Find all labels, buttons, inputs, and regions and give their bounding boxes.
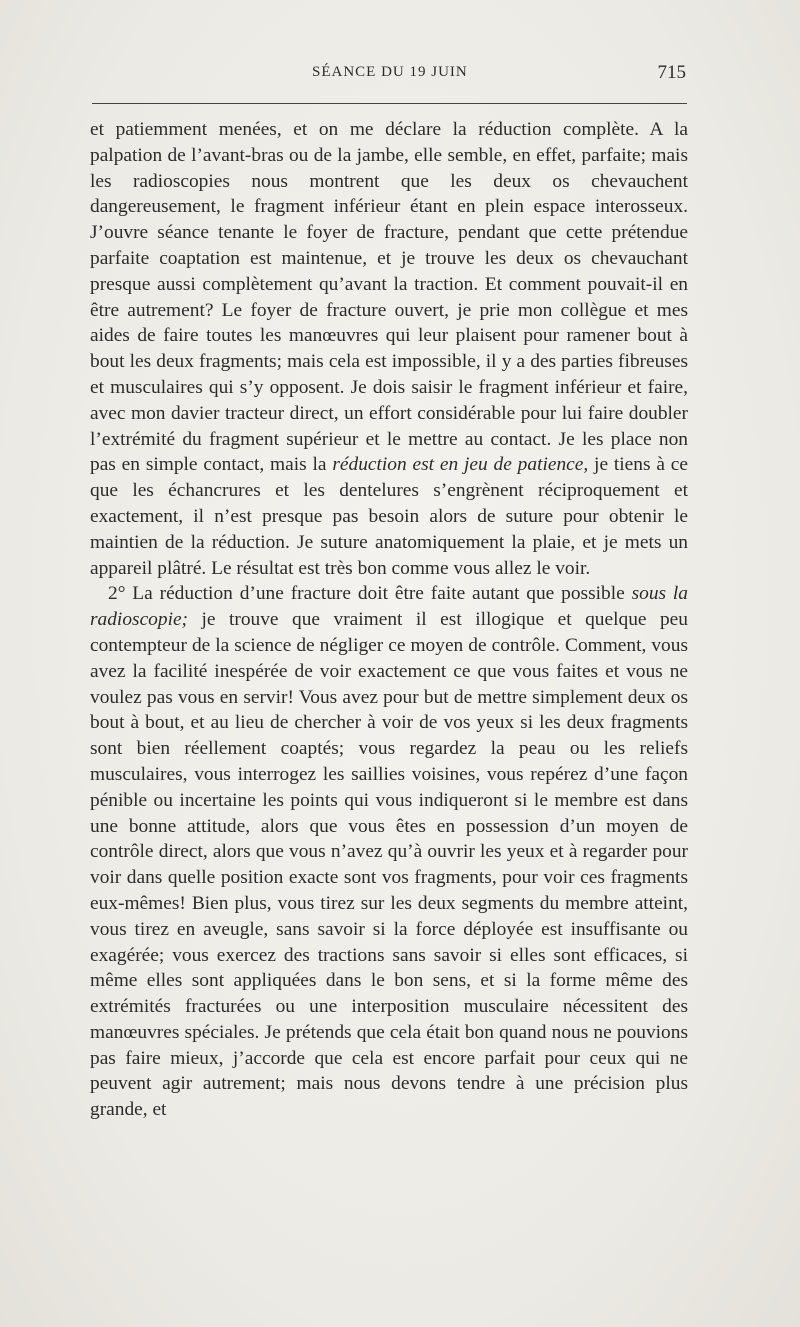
paragraph-2-text: 2° La réduction d’une fracture doit être faite autant que possible xyxy=(108,583,632,605)
paragraph-1-text: et patiemment menées, et on me déclare la réduction complète. A la palpation de l’avant-bras ou de la jambe, elle semble, en effet, parfaite; mais les radioscopies nous montrent que les deux os chevauchent dangereusement, le fragment inférieur étant en plein espace interosseux. J’ouvre séance tenante le foyer de fracture, pendant que cette prétendue parfaite coaptation est maintenue, et je trouve les deux os chevauchant presque aussi complètement qu’avant la traction. Et comment pouvait-il en être autrement? Le foyer de fracture ouvert, je prie mon collègue et mes aides de faire toutes les manœuvres qui leur plaisent pour ramener bout à bout les deux fragments; mais cela est impossible, il y a des parties fibreuses et musculaires qui s’y opposent. Je dois saisir le fragment inférieur et faire, avec mon davier tracteur direct, un effort considérable pour lui faire doubler l’extrémité du fragment supérieur et le mettre au contact. Je les place non pas en simple contact, mais la xyxy=(90,119,688,476)
paragraph-1-italic: réduction est en jeu de patience, xyxy=(332,454,589,476)
paragraph-2 xyxy=(90,581,688,1123)
paragraph-1-text-end: je tiens à ce que les échancrures et les dentelures s’engrènent réciproquement et exactement, il n’est presque pas besoin alors de suture pour obtenir le maintien de la réduction. Je suture anatomiquement la plaie, et je mets un appareil plâtré. Le résultat est très bon comme vous allez le voir. xyxy=(90,454,689,579)
page-header xyxy=(90,62,686,92)
running-title: SÉANCE DU 19 JUIN xyxy=(312,64,468,80)
page-number: 715 xyxy=(657,62,686,83)
body-text xyxy=(90,117,688,1123)
paragraph-1 xyxy=(90,117,688,581)
header-rule xyxy=(92,103,687,104)
paragraph-2-italic: sous la radioscopie; xyxy=(90,583,688,631)
paragraph-2-text-end: je trouve que vraiment il est illogique et quelque peu contempteur de la science de négliger ce moyen de contrôle. Comment, vous avez la facilité inespérée de voir exactement ce que vous faites et vous ne voulez pas vous en servir! Vous avez pour but de mettre simplement deux os bout à bout, et au lieu de chercher à voir de vos yeux si les deux fragments sont bien réellement coaptés; vous regardez la peau ou les reliefs musculaires, vous interrogez les saillies voisines, vous repérez d’une façon pénible ou incertaine les points qui vous indiqueront si le membre est dans une bonne attitude, alors que vous êtes en possession d’un moyen de contrôle direct, alors que vous n’avez qu’à ouvrir les yeux et à regarder pour voir dans quelle position exacte sont vos fragments, pour voir ces fragments eux-mêmes! Bien plus, vous tirez sur les deux segments du membre atteint, vous tirez en aveugle, sans savoir si la force déployée est insuffisante ou exagérée; vous exercez des tractions sans savoir si elles sont efficaces, si même elles sont appliquées dans le bon sens, et si la forme même des extrémités fracturées ou une interposition musculaire nécessitent des manœuvres spéciales. Je prétends que cela était bon quand nous ne pouvions pas faire mieux, j’accorde que cela est encore parfait pour ceux qui ne peuvent agir autrement; mais nous devons tendre à une précision plus grande, et xyxy=(90,609,688,1121)
